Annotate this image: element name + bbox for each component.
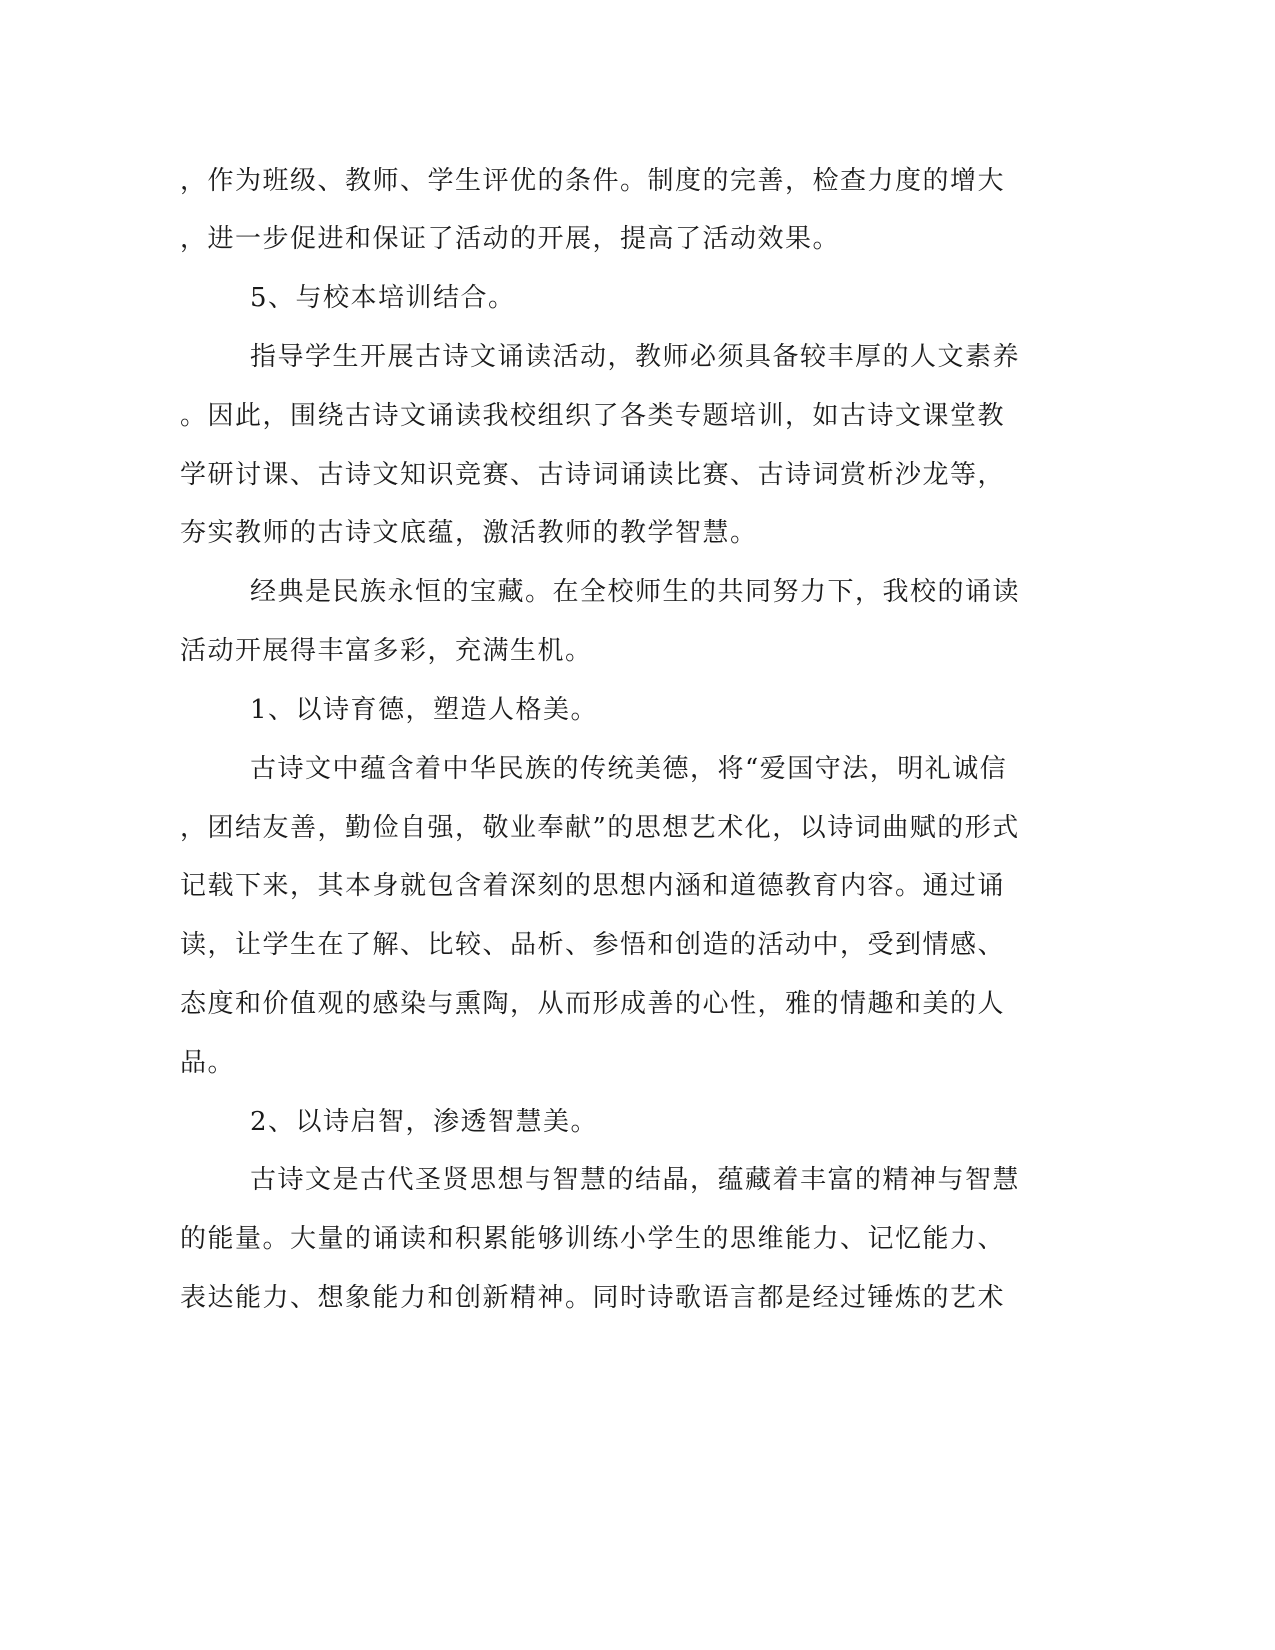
text-line: ，进一步促进和保证了活动的开展，提高了活动效果。 — [180, 224, 841, 254]
text-line: 的能量。大量的诵读和积累能够训练小学生的思维能力、记忆能力、 — [180, 1224, 1006, 1254]
text-line: 读，让学生在了解、比较、品析、参悟和创造的活动中，受到情感、 — [180, 930, 1006, 960]
text-line: ，团结友善，勤俭自强，敬业奉献”的思想艺术化，以诗词曲赋的形式 — [180, 813, 1020, 843]
text-line: 品。 — [180, 1048, 236, 1078]
text-line: 学研讨课、古诗文知识竞赛、古诗词诵读比赛、古诗词赏析沙龙等， — [180, 460, 1006, 490]
text-line: 古诗文是古代圣贤思想与智慧的结晶，蕴藏着丰富的精神与智慧 — [250, 1165, 1021, 1195]
section-heading: 5、与校本培训结合。 — [250, 283, 516, 313]
text-line: 态度和价值观的感染与熏陶，从而形成善的心性，雅的情趣和美的人 — [180, 989, 1006, 1019]
text-line: 经典是民族永恒的宝藏。在全校师生的共同努力下，我校的诵读 — [250, 577, 1021, 607]
section-heading: 1、以诗育德，塑造人格美。 — [250, 695, 599, 725]
text-line: 。因此，围绕古诗文诵读我校组织了各类专题培训，如古诗文课堂教 — [180, 401, 1006, 431]
text-line: 指导学生开展古诗文诵读活动，教师必须具备较丰厚的人文素养 — [250, 342, 1021, 372]
section-heading: 2、以诗启智，渗透智慧美。 — [250, 1107, 599, 1137]
text-line: 记载下来，其本身就包含着深刻的思想内涵和道德教育内容。通过诵 — [180, 871, 1006, 901]
text-line: 表达能力、想象能力和创新精神。同时诗歌语言都是经过锤炼的艺术 — [180, 1283, 1006, 1313]
text-line: 夯实教师的古诗文底蕴，激活教师的教学智慧。 — [180, 518, 758, 548]
text-line: ，作为班级、教师、学生评优的条件。制度的完善，检查力度的增大 — [180, 166, 1006, 196]
text-line: 古诗文中蕴含着中华民族的传统美德，将“爱国守法，明礼诚信 — [250, 754, 1008, 784]
text-line: 活动开展得丰富多彩，充满生机。 — [180, 636, 593, 666]
